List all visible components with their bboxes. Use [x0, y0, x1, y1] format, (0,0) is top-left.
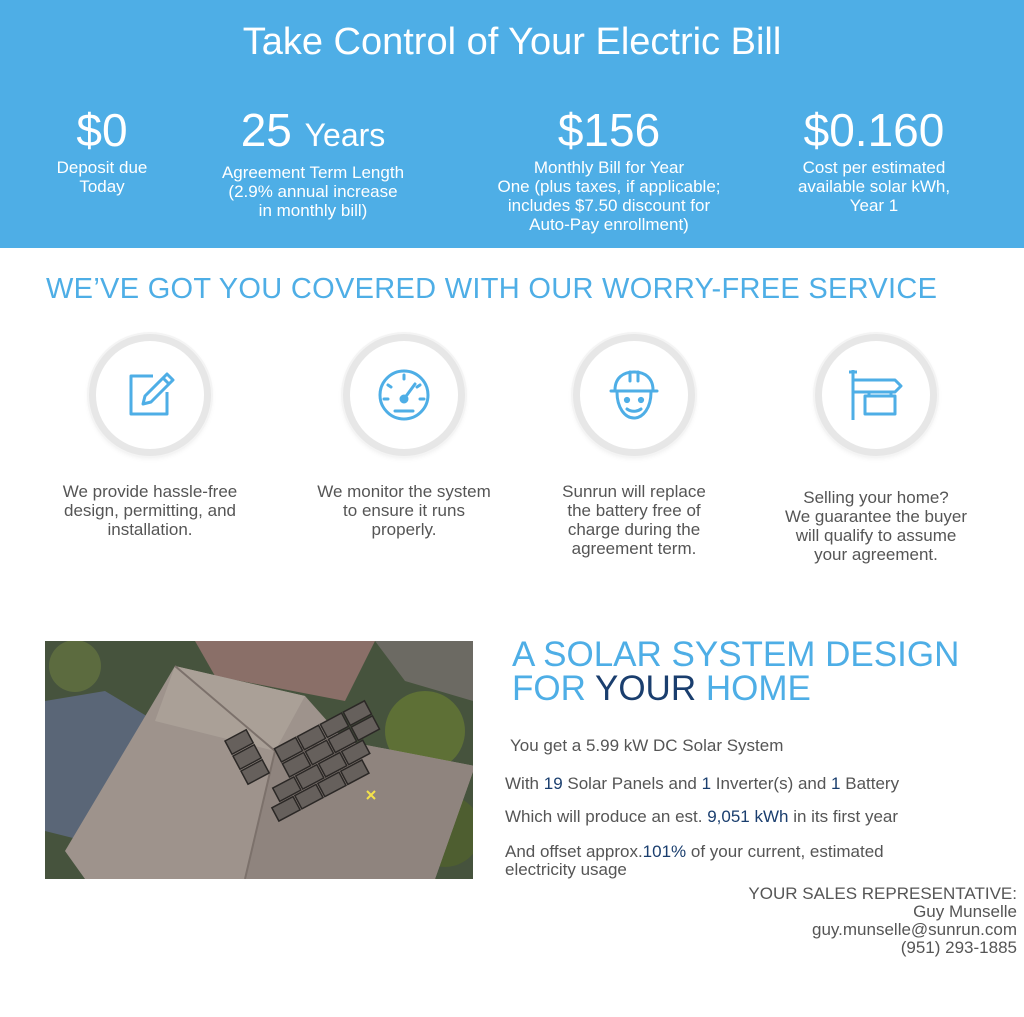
- hardhat-worker-icon: [605, 366, 663, 424]
- rep-email[interactable]: guy.munselle@sunrun.com: [812, 920, 1017, 939]
- feature-icon-circle: [815, 334, 937, 456]
- production-line: Which will produce an est. 9,051 kWh in its first year: [505, 807, 899, 826]
- feature-text: We monitor the system to ensure it runs properly.: [317, 482, 491, 539]
- feature-design: [40, 334, 260, 539]
- stat-term: [204, 104, 422, 220]
- feature-icon-circle: [343, 334, 465, 456]
- stat-value: $0: [76, 104, 128, 156]
- service-heading: WE’VE GOT YOU COVERED WITH OUR WORRY-FREE SERVICE: [46, 273, 938, 305]
- equipment-line: With 19 Solar Panels and 1 Inverter(s) and 1 Battery: [505, 774, 900, 793]
- stat-deposit: [40, 104, 164, 196]
- rep-label: YOUR SALES REPRESENTATIVE:: [748, 884, 1017, 903]
- feature-text: Selling your home? We guarantee the buyer will qualify to assume your agreement.: [784, 488, 968, 564]
- feature-icon-circle: [573, 334, 695, 456]
- system-size-line: You get a 5.99 kW DC Solar System: [510, 736, 784, 755]
- stat-value: $156: [557, 104, 661, 156]
- stat-value: 25 Years: [240, 104, 386, 156]
- rep-name: Guy Munselle: [913, 902, 1017, 921]
- stat-description: Cost per estimated available solar kWh, Year 1: [797, 158, 951, 215]
- design-heading: A SOLAR SYSTEM DESIGN FOR YOUR HOME: [512, 635, 960, 708]
- for-sale-sign-icon: [845, 366, 907, 424]
- banner-title: Take Control of Your Electric Bill: [242, 21, 782, 63]
- feature-home-sale: [760, 334, 992, 564]
- bill-banner: [0, 0, 1024, 248]
- feature-monitor: [294, 334, 514, 539]
- feature-text: We provide hassle-free design, permitting, and installation.: [62, 482, 238, 539]
- stat-cost-per-kwh: [774, 104, 974, 215]
- feature-icon-circle: [89, 334, 211, 456]
- stat-description: Monthly Bill for Year One (plus taxes, if applicable; includes $7.50 discount for Auto-Pay enrollment): [497, 158, 721, 234]
- stat-value: $0.160: [803, 104, 945, 156]
- stat-description: Deposit due Today: [56, 158, 148, 196]
- feature-battery: [524, 334, 744, 558]
- aerial-roof-image: [45, 641, 473, 879]
- rep-phone[interactable]: (951) 293-1885: [900, 938, 1017, 957]
- offset-line: And offset approx.101% of your current, estimated electricity usage: [505, 842, 884, 879]
- feature-text: Sunrun will replace the battery free of charge during the agreement term.: [562, 482, 706, 558]
- stat-description: Agreement Term Length (2.9% annual increase in monthly bill): [221, 163, 405, 220]
- stat-monthly-bill: [474, 104, 744, 234]
- edit-document-icon: [123, 368, 177, 422]
- speedometer-icon: [375, 366, 433, 424]
- sales-representative: [748, 885, 1017, 957]
